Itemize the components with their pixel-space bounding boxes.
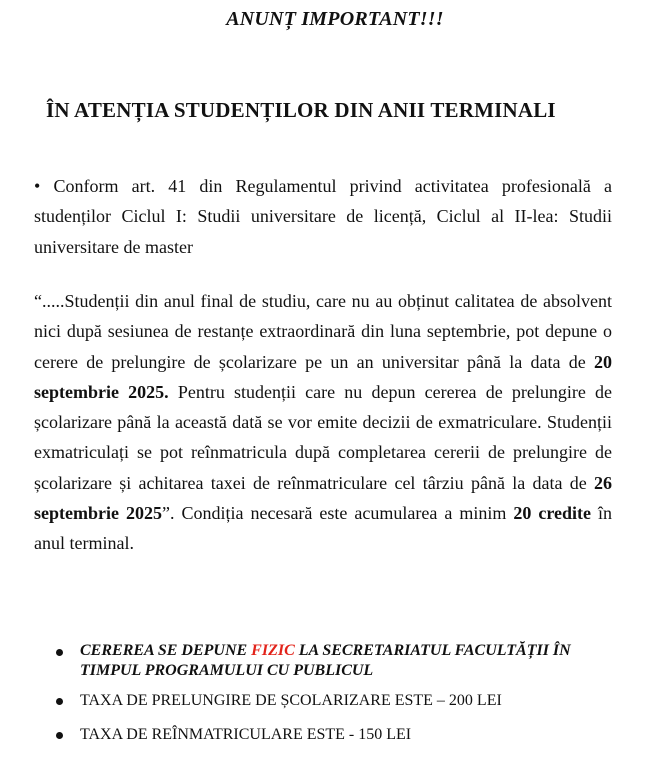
regulation-reference-paragraph [34, 171, 612, 262]
list-item-submission [52, 641, 632, 681]
quote-text-3: ”. Condiția necesară este acumularea a minim [161, 503, 514, 524]
quoted-regulation-paragraph [34, 286, 612, 559]
extension-fee-text: TAXA DE PRELUNGIRE DE ȘCOLARIZARE ESTE – 200 LEI [80, 692, 502, 709]
quote-text-4: în anul terminal. [34, 503, 612, 554]
requirements-list [52, 641, 632, 759]
deadline-date-2: 26 septembrie 2025 [34, 472, 612, 524]
announcement-title: ANUNȚ IMPORTANT!!! [226, 8, 444, 30]
reenrollment-fee-text: TAXA DE REÎNMATRICULARE ESTE - 150 LEI [80, 726, 412, 743]
bullet-icon [56, 698, 63, 705]
quote-text-1: “.....Studenții din anul final de studiu, care nu au obținut calitatea de absolvent nici după sesiunea de restanțe extraordinară din luna septembrie, pot depune o cerere de prelungire de școlarizare pe un an universitar până la data de [34, 291, 612, 372]
list-item-extension-fee [52, 691, 632, 711]
min-credits: 20 credite [513, 503, 591, 524]
submission-highlight: FIZIC [251, 642, 295, 659]
regulation-reference-text: • Conform art. 41 din Regulamentul privind activitatea profesională a studenților Ciclul I: Studii universitare de licență, Ciclul al II-lea: Studii universitare de master [34, 176, 612, 257]
quote-text-2: Pentru studenții care nu depun cererea de prelungire de școlarizare până la această dată se vor emite decizii de exmatriculare. Studenții exmatriculați se pot reînmatricula după completarea cererii de prelungire de școlarizare și achitarea taxei de reînmatriculare cel târziu până la data de [34, 381, 613, 493]
submission-text-suffix: LA SECRETARIATUL FACULTĂȚII ÎN TIMPUL PROGRAMULUI CU PUBLICUL [80, 642, 571, 679]
bullet-icon [56, 649, 63, 656]
bullet-icon [56, 732, 63, 739]
list-item-reenrollment-fee [52, 725, 632, 745]
submission-text-prefix: CEREREA SE DEPUNE [80, 642, 252, 659]
deadline-date-1: 20 septembrie 2025. [34, 351, 612, 402]
section-title: ÎN ATENȚIA STUDENȚILOR DIN ANII TERMINALI [46, 98, 556, 122]
